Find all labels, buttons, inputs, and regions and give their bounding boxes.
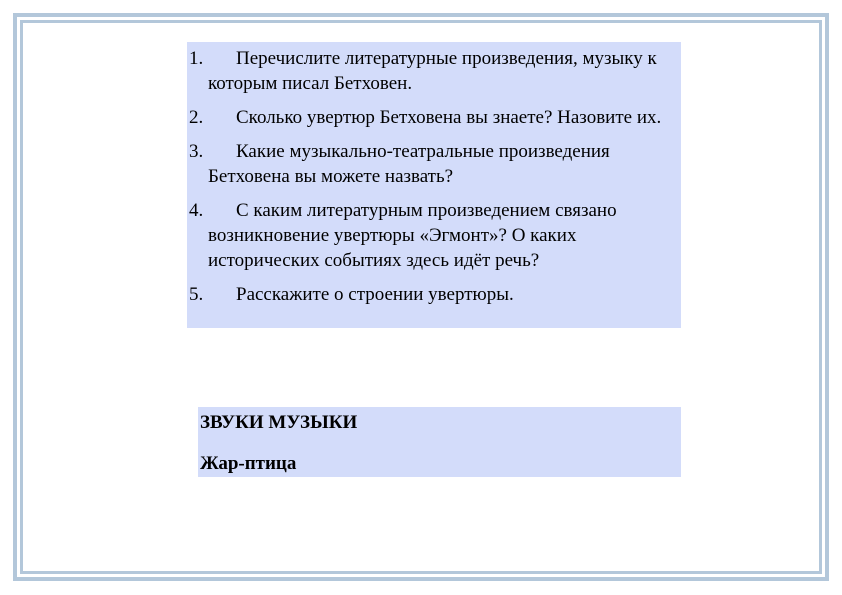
question-item-5 bbox=[187, 282, 681, 307]
question-item-1 bbox=[187, 46, 681, 96]
question-number: 1. bbox=[189, 48, 204, 69]
question-number: 3. bbox=[189, 141, 204, 162]
question-item-4 bbox=[187, 198, 681, 273]
question-number: 4. bbox=[189, 200, 204, 221]
question-number: 5. bbox=[189, 284, 204, 305]
question-text: Сколько увертюр Бетховена вы знаете? Назовите их. bbox=[236, 107, 662, 128]
question-text: Перечислите литературные произведения, музыку к которым писал Бетховен. bbox=[208, 48, 657, 94]
question-text: Какие музыкально-театральные произведения Бетховена вы можете назвать? bbox=[208, 141, 610, 187]
questions-list bbox=[187, 42, 681, 328]
question-item-3 bbox=[187, 139, 681, 189]
section-subtitle: Жар-птица bbox=[200, 453, 297, 474]
title-box bbox=[198, 407, 681, 477]
section-title: ЗВУКИ МУЗЫКИ bbox=[200, 412, 358, 433]
question-number: 2. bbox=[189, 107, 204, 128]
question-text: С каким литературным произведением связано возникновение увертюры «Эгмонт»? О каких исторических событиях здесь идёт речь? bbox=[208, 200, 617, 271]
question-item-2 bbox=[187, 105, 681, 130]
question-text: Расскажите о строении увертюры. bbox=[236, 284, 514, 305]
